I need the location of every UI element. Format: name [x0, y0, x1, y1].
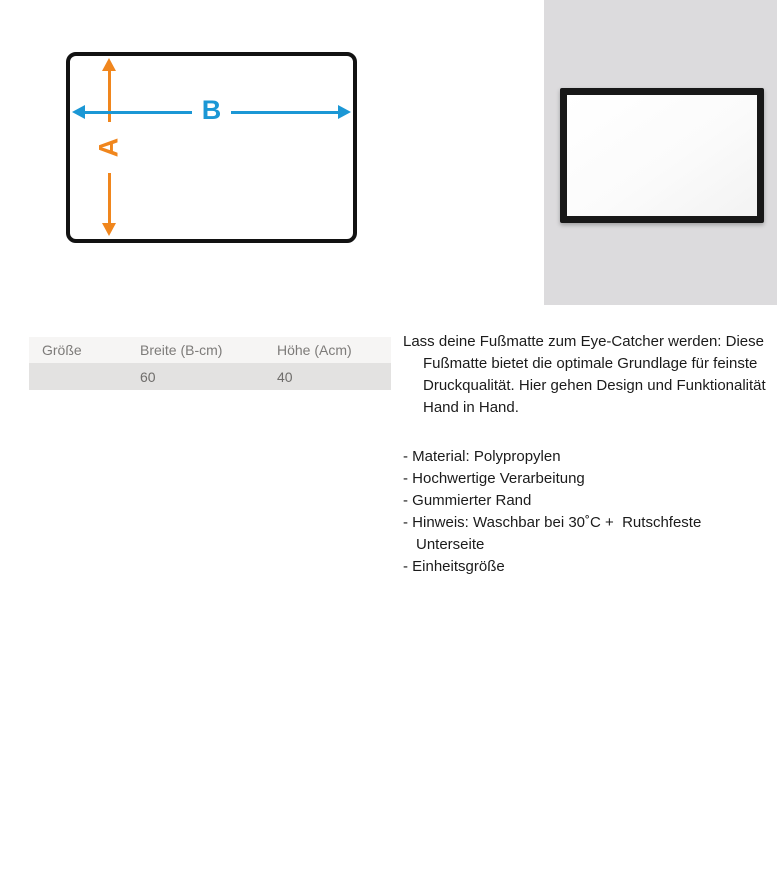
width-arrow-line — [85, 111, 192, 114]
width-arrow — [72, 94, 351, 125]
description-line: Fußmatte bietet die optimale Grundlage für feinste — [423, 355, 758, 372]
size-table-header-hoehe: Höhe (Acm) — [277, 337, 391, 363]
description-paragraph — [403, 331, 769, 419]
feature-item: - Hinweis: Waschbar bei 30˚C + Rutschfeste — [403, 514, 702, 531]
feature-item: - Gummierter Rand — [403, 492, 532, 509]
feature-item: - Material: Polypropylen — [403, 448, 561, 465]
feature-item: - Hochwertige Verarbeitung — [403, 470, 585, 487]
arrowhead-right-icon — [338, 105, 351, 119]
description-line: Lass deine Fußmatte zum Eye-Catcher werden: Diese — [403, 333, 764, 350]
size-cell-breite: 60 — [140, 363, 277, 390]
size-table-header-groesse: Größe — [29, 337, 140, 363]
feature-list — [403, 446, 769, 578]
size-table-header-breite: Breite (B-cm) — [140, 337, 277, 363]
size-cell-hoehe: 40 — [277, 363, 391, 390]
dimension-diagram — [66, 52, 357, 243]
height-arrow — [93, 58, 124, 236]
size-table — [29, 337, 391, 390]
arrowhead-up-icon — [102, 58, 116, 71]
product-description — [403, 331, 769, 578]
size-table-header-row — [29, 337, 391, 363]
doormat-image — [560, 88, 764, 223]
arrowhead-down-icon — [102, 223, 116, 236]
feature-item: - Einheitsgröße — [403, 558, 505, 575]
description-line: Hand in Hand. — [423, 399, 519, 416]
height-arrow-label: A — [93, 137, 124, 157]
height-arrow-line — [108, 173, 111, 224]
description-line: Druckqualität. Hier gehen Design und Funktionalität — [423, 377, 766, 394]
width-arrow-label: B — [201, 94, 222, 125]
size-table-row — [29, 363, 391, 390]
arrowhead-left-icon — [72, 105, 85, 119]
width-arrow-line — [231, 111, 338, 114]
size-cell-groesse — [29, 363, 140, 390]
product-photo — [544, 0, 777, 305]
feature-item-continuation: Unterseite — [416, 536, 485, 553]
